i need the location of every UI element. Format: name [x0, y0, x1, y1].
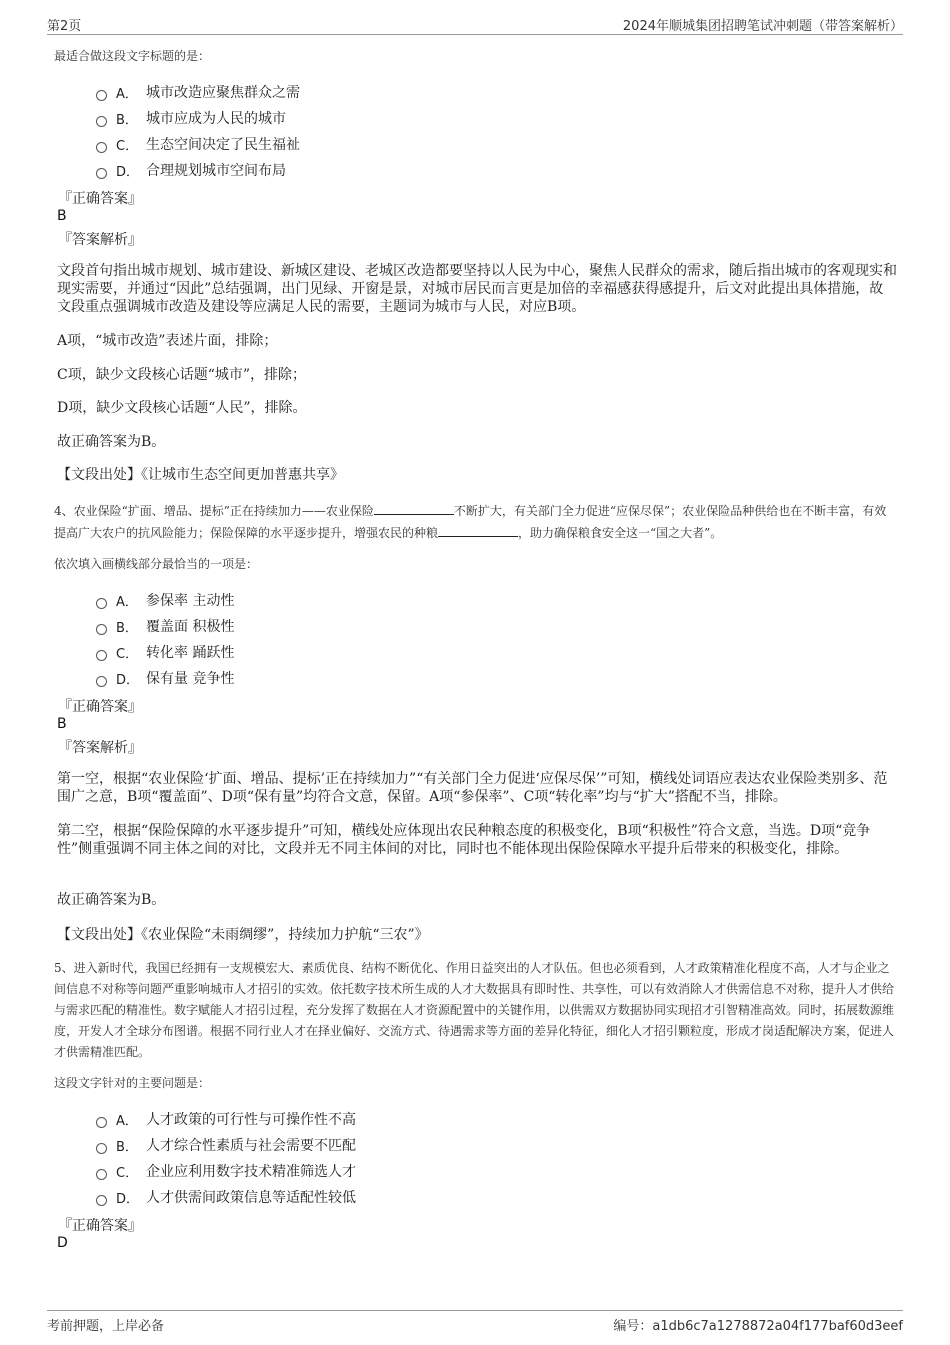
radio-icon[interactable]	[96, 1169, 107, 1180]
q5-answer-label: 『正确答案』	[58, 1218, 142, 1234]
q4-source: 【文段出处】《农业保险“未雨绸缪”，持续加力护航“三农”》	[57, 927, 429, 943]
radio-icon[interactable]	[96, 142, 107, 153]
option-letter: D．	[116, 164, 140, 180]
q4-analysis-blank2: 第二空，根据“保险保障的水平逐步提升”可知，横线处应体现出农民种粮态度的积极变化，B项“积极性”符合文意，当选。D项“竞争性”侧重强调不同主体之间的对比，文段并无不同主体间的对比，同时也不能体现出保险保障水平提升后带来的积极变化，排除。	[57, 823, 871, 857]
option-text: 城市改造应聚焦群众之需	[146, 85, 300, 101]
radio-icon[interactable]	[96, 168, 107, 179]
option-letter: D．	[116, 672, 140, 688]
q3-analysis-c: C项，缺少文段核心话题“城市”，排除；	[57, 367, 307, 383]
option-text: 覆盖面 积极性	[146, 619, 235, 635]
q4-option-a[interactable]	[96, 590, 234, 610]
option-text: 人才综合性素质与社会需要不匹配	[146, 1138, 356, 1154]
option-text: 保有量 竞争性	[146, 671, 235, 687]
radio-icon[interactable]	[96, 1143, 107, 1154]
page-number: 第2页	[47, 19, 82, 34]
q4-stem-part2: 不断扩大，有关部门全力促进“应保尽保”；农业保险品种供给也在不断丰富，有效提高广大农户的抗风险能力；保险保障的水平逐步提升，增强农民的种粮	[54, 504, 887, 540]
option-letter: A．	[116, 594, 138, 610]
q4-stem-part3: ，助力确保粮食安全这一“国之大者”。	[518, 526, 723, 540]
q5-option-a[interactable]	[96, 1109, 356, 1129]
radio-icon[interactable]	[96, 1195, 107, 1206]
option-text: 人才供需间政策信息等适配性较低	[146, 1190, 356, 1206]
q5-option-c[interactable]	[96, 1161, 356, 1181]
option-letter: C．	[116, 646, 139, 662]
q4-conclusion: 故正确答案为B。	[57, 892, 166, 908]
radio-icon[interactable]	[96, 1117, 107, 1128]
q5-option-b[interactable]	[96, 1135, 356, 1155]
q3-option-b[interactable]	[96, 108, 286, 128]
q4-answer-label: 『正确答案』	[58, 699, 142, 715]
radio-icon[interactable]	[96, 116, 107, 127]
page-footer	[47, 1310, 903, 1337]
option-text: 转化率 踊跃性	[146, 645, 235, 661]
option-text: 企业应利用数字技术精准筛选人才	[146, 1164, 356, 1180]
q4-analysis-blank1: 第一空，根据“农业保险‘扩面、增品、提标’正在持续加力”“有关部门全力促进‘应保尽保’”可知，横线处词语应表达农业保险类别多、范围广之意，B项“覆盖面”、D项“保有量”均符合文意，保留。A项“参保率”、C项“转化率”均与“扩大”搭配不当，排除。	[57, 771, 888, 805]
q3-option-c[interactable]	[96, 134, 300, 154]
q4-answer: B	[57, 716, 67, 732]
q3-analysis-paragraph: 文段首句指出城市规划、城市建设、新城区建设、老城区改造都要坚持以人民为中心，聚焦人民群众的需求，随后指出城市的客观现实和现实需要，并通过“因此”总结强调，出门见绿、开窗是景，对城市居民而言更是加倍的幸福感获得感提升，后文对此提出具体措施，故文段重点强调城市改造及建设等应满足人民的需要，主题词为城市与人民，对应B项。	[57, 263, 897, 315]
option-text: 合理规划城市空间布局	[146, 163, 286, 179]
option-letter: D．	[116, 1191, 140, 1207]
option-letter: A．	[116, 86, 138, 102]
q3-analysis-d: D项，缺少文段核心话题“人民”，排除。	[57, 400, 307, 416]
option-text: 生态空间决定了民生福祉	[146, 137, 300, 153]
q3-analysis-a: A项，“城市改造”表述片面，排除；	[57, 333, 278, 349]
q4-stem	[54, 500, 896, 544]
option-letter: C．	[116, 138, 139, 154]
q3-option-a[interactable]	[96, 82, 300, 102]
radio-icon[interactable]	[96, 90, 107, 101]
radio-icon[interactable]	[96, 650, 107, 661]
option-text: 人才政策的可行性与可操作性不高	[146, 1112, 356, 1128]
q3-answer-label: 『正确答案』	[58, 191, 142, 207]
document-title: 2024年顺城集团招聘笔试冲刺题（带答案解析）	[622, 19, 903, 34]
q4-stem-part1: 4、农业保险“扩面、增品、提标”正在持续加力——农业保险	[54, 504, 374, 518]
option-text: 参保率 主动性	[146, 593, 235, 609]
q4-option-c[interactable]	[96, 642, 234, 662]
q4-option-b[interactable]	[96, 616, 234, 636]
radio-icon[interactable]	[96, 598, 107, 609]
q4-prompt: 依次填入画横线部分最恰当的一项是：	[54, 557, 259, 571]
q4-analysis-label: 『答案解析』	[58, 740, 142, 756]
q3-answer: B	[57, 208, 67, 224]
option-letter: B．	[116, 112, 138, 128]
page-header	[47, 12, 903, 35]
q3-source: 【文段出处】《让城市生态空间更加普惠共享》	[57, 467, 344, 483]
fill-blank	[374, 502, 454, 515]
q3-prompt: 最适合做这段文字标题的是：	[54, 49, 211, 63]
option-letter: C．	[116, 1165, 139, 1181]
document-serial: 编号：a1db6c7a1278872a04f177baf60d3eef	[613, 1319, 903, 1334]
q5-option-d[interactable]	[96, 1187, 356, 1207]
option-letter: B．	[116, 620, 138, 636]
radio-icon[interactable]	[96, 624, 107, 635]
q3-option-d[interactable]	[96, 160, 286, 180]
option-letter: A．	[116, 1113, 138, 1129]
q5-stem: 5、进入新时代，我国已经拥有一支规模宏大、素质优良、结构不断优化、作用日益突出的人才队伍。但也必须看到，人才政策精准化程度不高，人才与企业之间信息不对称等问题严重影响城市人才招引的实效。依托数字技术所生成的人才大数据具有即时性、共享性，可以有效消除人才供需信息不对称，提升人才供给与需求匹配的精准性。数字赋能人才招引过程，充分发挥了数据在人才资源配置中的关键作用，以供需双方数据协同实现招才引智精准高效。同时，拓展数源维度，开发人才全球分布图谱。根据不同行业人才在择业偏好、交流方式、待遇需求等方面的差异化特征，细化人才招引颗粒度，形成才岗适配解决方案，促进人才供需精准匹配。	[54, 961, 895, 1059]
footer-slogan: 考前押题，上岸必备	[47, 1319, 165, 1334]
q5-prompt: 这段文字针对的主要问题是：	[54, 1076, 211, 1090]
q4-option-d[interactable]	[96, 668, 234, 688]
q5-answer: D	[57, 1235, 68, 1251]
option-letter: B．	[116, 1139, 138, 1155]
fill-blank	[438, 524, 518, 537]
q3-analysis-label: 『答案解析』	[58, 232, 142, 248]
radio-icon[interactable]	[96, 676, 107, 687]
q3-conclusion: 故正确答案为B。	[57, 434, 166, 450]
option-text: 城市应成为人民的城市	[146, 111, 286, 127]
